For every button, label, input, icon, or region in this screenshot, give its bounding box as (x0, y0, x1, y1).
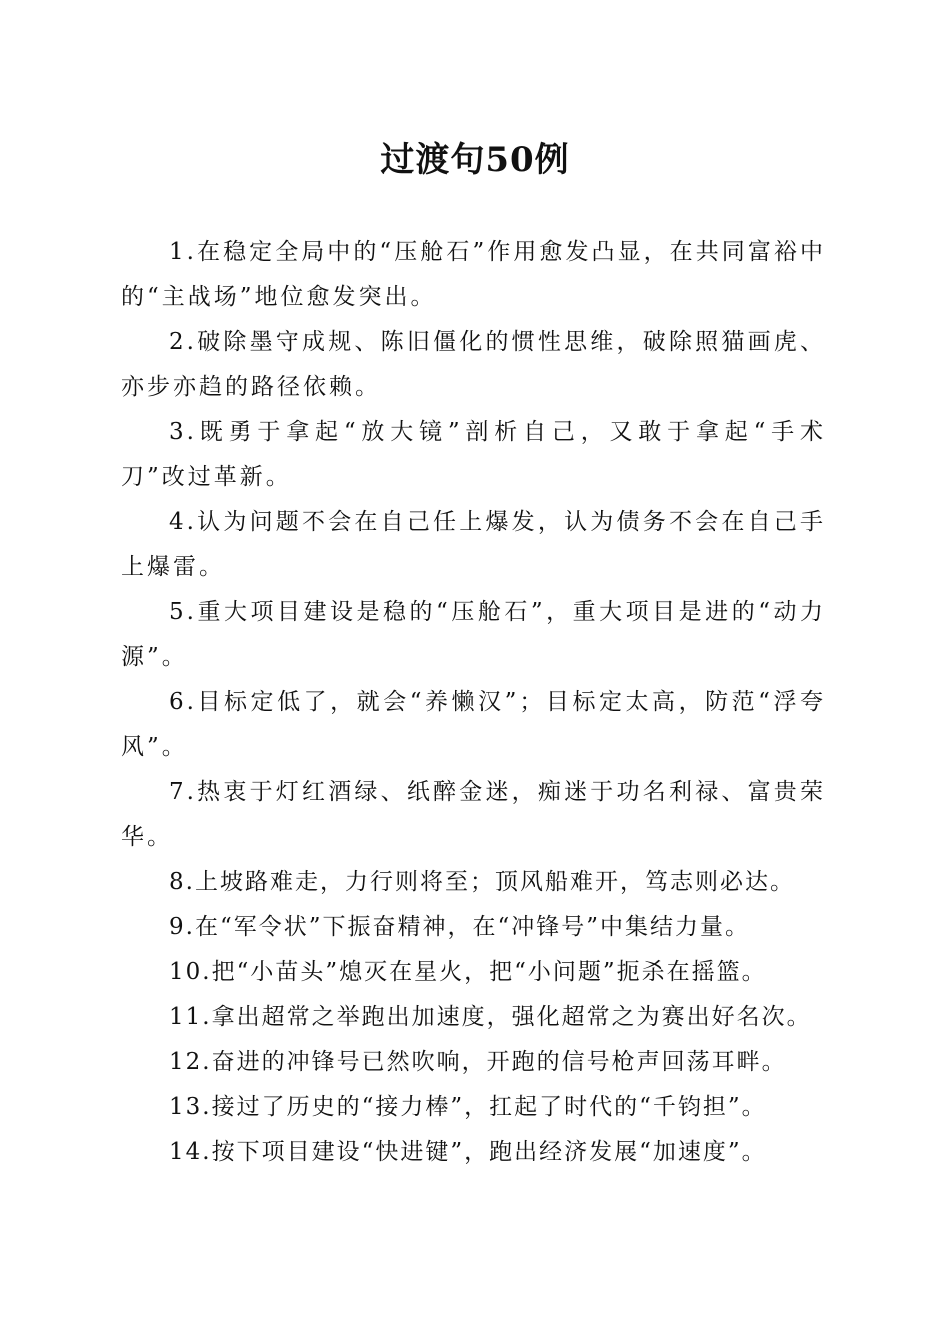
list-item: 3.既勇于拿起“放大镜”剖析自己，又敢于拿起“手术刀”改过革新。 (121, 419, 826, 490)
document-title: 过渡句50例 (380, 140, 570, 180)
list-item: 4.认为问题不会在自己任上爆发，认为债务不会在自己手上爆雷。 (121, 509, 826, 580)
list-item: 9.在“军令状”下振奋精神，在“冲锋号”中集结力量。 (169, 914, 750, 940)
list-item: 7.热衷于灯红酒绿、纸醉金迷，痴迷于功名利禄、富贵荣华。 (121, 779, 826, 850)
list-item: 12.奋进的冲锋号已然吹响，开跑的信号枪声回荡耳畔。 (169, 1049, 787, 1075)
list-item: 10.把“小苗头”熄灭在星火，把“小问题”扼杀在摇篮。 (169, 959, 767, 985)
list-item: 13.接过了历史的“接力棒”，扛起了时代的“千钧担”。 (169, 1094, 767, 1120)
list-item: 2.破除墨守成规、陈旧僵化的惯性思维，破除照猫画虎、亦步亦趋的路径依赖。 (121, 329, 826, 400)
list-item: 11.拿出超常之举跑出加速度，强化超常之为赛出好名次。 (169, 1004, 812, 1030)
list-item: 14.按下项目建设“快进键”，跑出经济发展“加速度”。 (169, 1139, 767, 1165)
list-item: 8.上坡路难走，力行则将至；顶风船难开，笃志则必达。 (169, 869, 795, 895)
list-item: 6.目标定低了，就会“养懒汉”；目标定太高，防范“浮夸风”。 (121, 689, 826, 760)
list-item: 5.重大项目建设是稳的“压舱石”，重大项目是进的“动力源”。 (121, 599, 826, 670)
document-body (121, 230, 826, 1175)
list-item: 1.在稳定全局中的“压舱石”作用愈发凸显，在共同富裕中的“主战场”地位愈发突出。 (121, 239, 826, 310)
